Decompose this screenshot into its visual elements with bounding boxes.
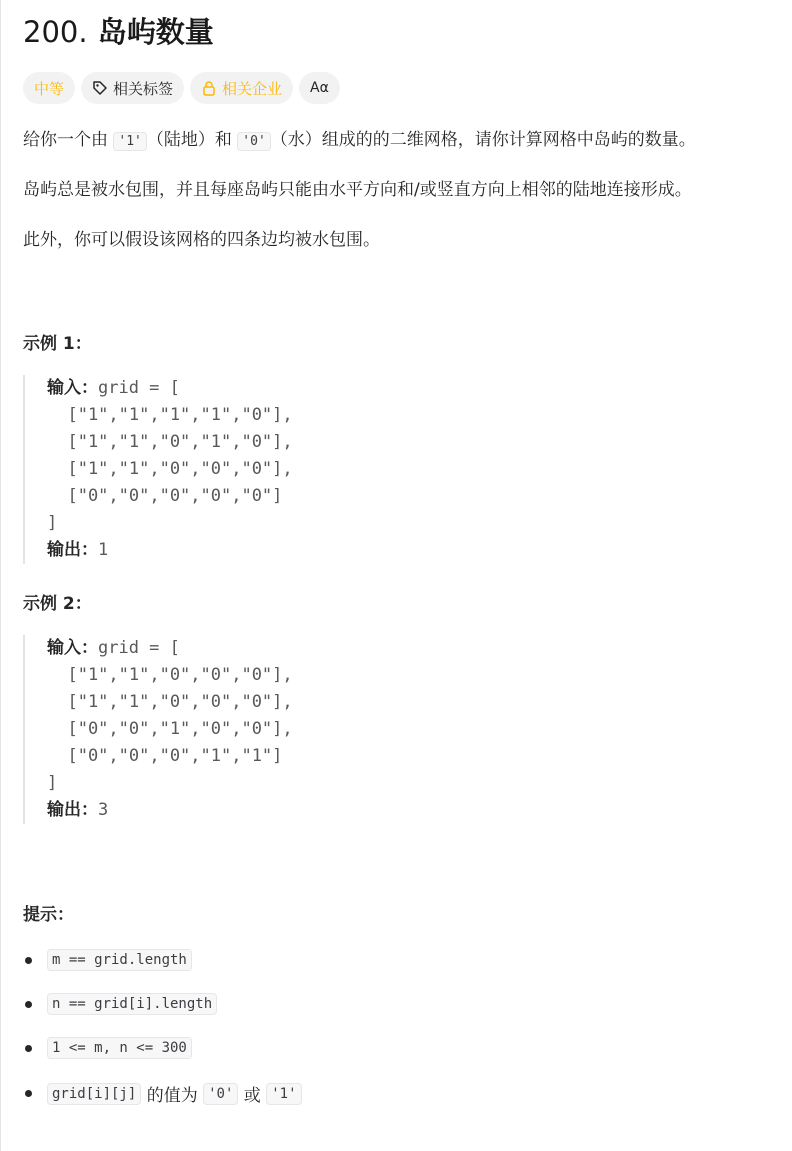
- example-1-heading: 示例 1：: [23, 334, 92, 354]
- bullet-icon: [25, 957, 32, 964]
- output-value: 1: [98, 540, 109, 560]
- grid-row: ["0","0","0","1","1"]: [47, 746, 283, 766]
- related-tags-label: 相关标签: [113, 79, 174, 98]
- output-label: 输出：: [47, 800, 98, 820]
- constraints-heading: 提示：: [23, 905, 74, 925]
- constraint-code: grid[i][j]: [47, 1083, 141, 1105]
- constraint-text: 或: [238, 1086, 267, 1106]
- grid-close: ]: [47, 513, 58, 533]
- constraint-code: '1': [266, 1083, 301, 1105]
- inline-code: '0': [237, 132, 270, 151]
- constraint-code: '0': [203, 1083, 238, 1105]
- font-toggle-button[interactable]: [299, 72, 340, 104]
- constraint-code: m == grid.length: [47, 949, 192, 971]
- bullet-icon: [25, 1045, 32, 1052]
- grid-row: ["0","0","0","0","0"]: [47, 486, 283, 506]
- example-1-block: [23, 375, 293, 564]
- difficulty-label: 中等: [34, 79, 65, 98]
- description-paragraph-1: [23, 127, 696, 155]
- font-toggle-icon: Aα: [310, 80, 329, 96]
- constraint-item: [23, 1037, 192, 1059]
- description-paragraph-2: 岛屿总是被水包围，并且每座岛屿只能由水平方向和/或竖直方向上相邻的陆地连接形成。: [23, 180, 692, 200]
- desc-text: （陆地）和: [146, 130, 238, 150]
- related-companies-label: 相关企业: [222, 79, 283, 98]
- grid-close: ]: [47, 773, 58, 793]
- output-label: 输出：: [47, 540, 98, 560]
- input-value: grid = [: [98, 638, 180, 658]
- problem-title: [23, 10, 214, 51]
- grid-row: ["1","1","0","1","0"],: [47, 432, 293, 452]
- problem-number: 200.: [23, 15, 88, 49]
- bullet-icon: [25, 1001, 32, 1008]
- constraint-item: [23, 993, 217, 1015]
- lock-icon: [201, 80, 217, 96]
- constraint-code: 1 <= m, n <= 300: [47, 1037, 192, 1059]
- problem-name: 岛屿数量: [97, 15, 214, 49]
- grid-row: ["1","1","1","1","0"],: [47, 405, 293, 425]
- constraint-code: n == grid[i].length: [47, 993, 217, 1015]
- grid-row: ["0","0","1","0","0"],: [47, 719, 293, 739]
- related-companies-button[interactable]: [190, 72, 293, 104]
- example-2-heading: 示例 2：: [23, 594, 92, 614]
- input-label: 输入：: [47, 638, 98, 658]
- constraint-item: [23, 949, 192, 971]
- grid-row: ["1","1","0","0","0"],: [47, 459, 293, 479]
- related-tags-button[interactable]: [81, 72, 184, 104]
- example-2-block: [23, 635, 293, 824]
- grid-row: ["1","1","0","0","0"],: [47, 665, 293, 685]
- constraint-item: [23, 1081, 302, 1106]
- output-value: 3: [98, 800, 109, 820]
- constraint-text: 的值为: [141, 1086, 204, 1106]
- bullet-icon: [25, 1090, 32, 1097]
- desc-text: （水）组成的的二维网格，请你计算网格中岛屿的数量。: [270, 130, 696, 150]
- inline-code: '1': [113, 132, 146, 151]
- tag-bar: [23, 72, 340, 104]
- tag-icon: [92, 80, 108, 96]
- input-value: grid = [: [98, 378, 180, 398]
- grid-row: ["1","1","0","0","0"],: [47, 692, 293, 712]
- desc-text: 给你一个由: [23, 130, 114, 150]
- input-label: 输入：: [47, 378, 98, 398]
- description-paragraph-3: 此外，你可以假设该网格的四条边均被水包围。: [23, 230, 380, 250]
- difficulty-badge: [23, 72, 75, 104]
